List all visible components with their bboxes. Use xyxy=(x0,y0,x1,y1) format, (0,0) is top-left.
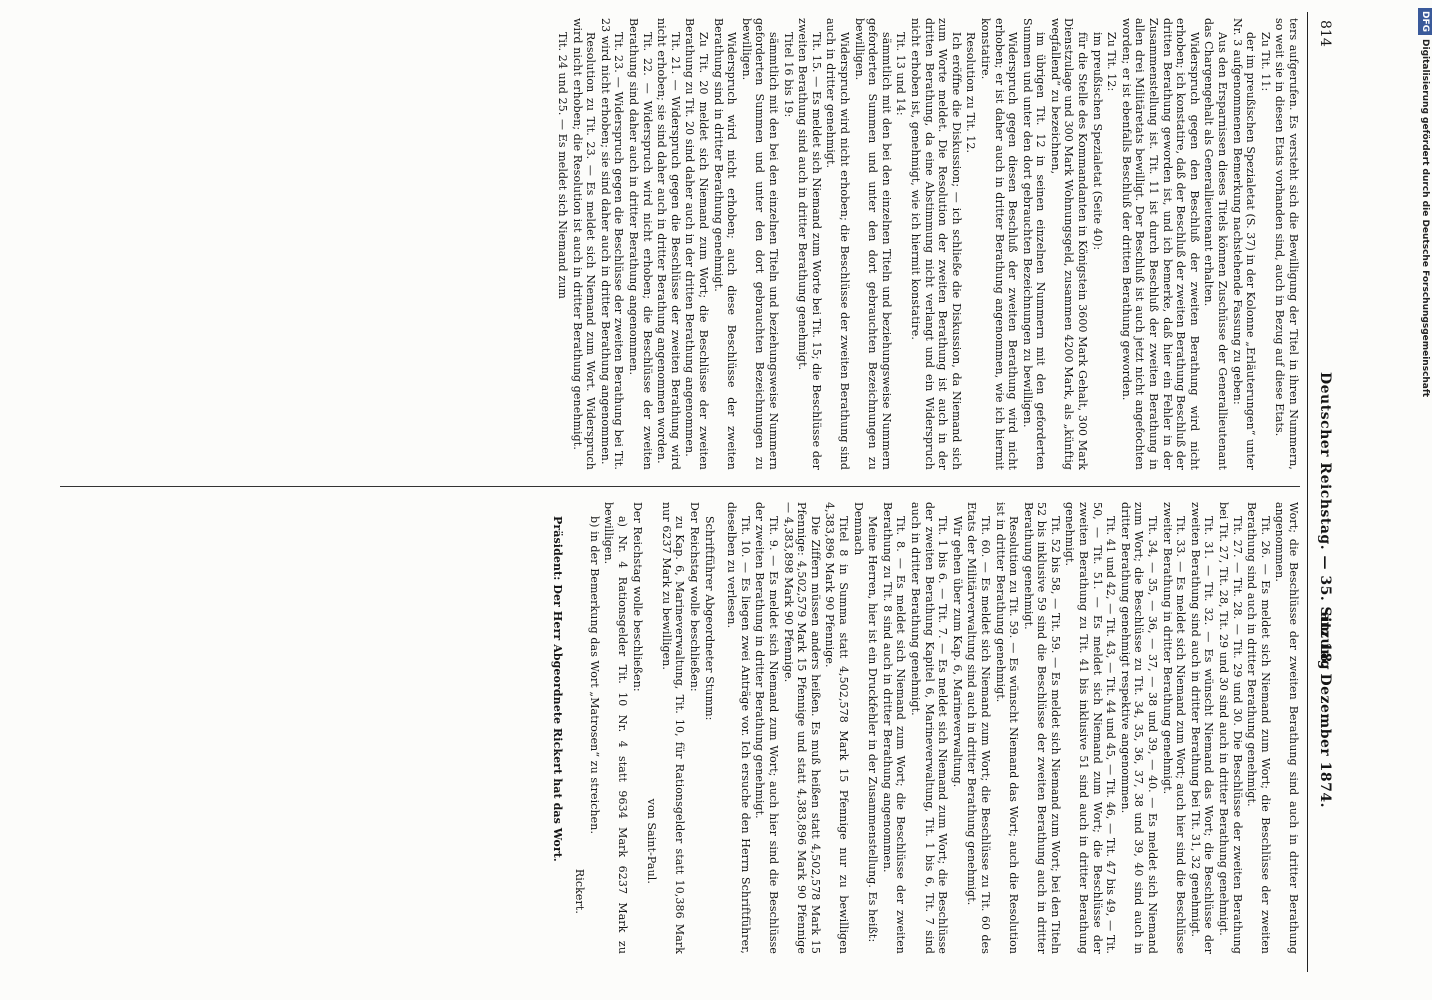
paragraph: Tit. 24 und 25. — Es meldet sich Niemand zum xyxy=(556,32,570,299)
paragraph: Tit. 23. — Widerspruch gegen die Beschlüsse der zweiten Berathung bei Tit. 23 wird nicht erhoben; sie sind daher auch in dritter Berathung angenommen. xyxy=(598,18,626,470)
paragraph: Demnach xyxy=(851,502,865,556)
paragraph: der im preußischen Spezialetat (S. 37) in der Kolonne „Erläuterungen“ unter Nr. 3 aufgenommenen Bemerkung nachstehende Fassung zu geben: xyxy=(1230,18,1258,470)
paragraph: Tit. 60. — Es meldet sich Niemand zum Wort; die Beschlüsse zu Tit. 60 des Etats der Militärverwaltung sind auch in dritter Berathung genehmigt. xyxy=(965,502,992,954)
paragraph: Tit. 27. — Tit. 28. — Tit. 29 und 30. Die Beschlüsse der zweiten Berathung bei Tit. 27, Tit. 28, Tit. 29 und 30 sind auch in dritter Berathung genehmigt. xyxy=(1217,502,1244,954)
paragraph: Schriftführer Abgeordneter Stumm: xyxy=(702,516,716,721)
paragraph: Resolution zu Tit. 59. — Es wünscht Niemand das Wort; auch die Resolution ist in dritter Berathung genehmigt. xyxy=(993,502,1021,954)
paragraph: Widerspruch gegen den Beschluß der zweiten Berathung wird nicht erhoben; ich konstatire, daß der Beschluß der zweiten Berathung Beschluß der dritten Berathung geworden ist, und ich bemerke, daß hier ein Fehler in der Zusammenstellung ist. Tit. 11 ist durch Beschluß der zweiten Berathung in allen drei Militäretats bewilligt. Der Beschluß ist auch jetzt nicht angefochten worden; er ist ebenfalls Beschluß der dritten Berathung geworden. xyxy=(1119,18,1201,470)
paragraph: Tit. 8. — Es meldet sich Niemand zum Wort; die Beschlüsse der zweiten Berathung zu Tit. 8 sind auch in dritter Berathung angenommen. xyxy=(880,502,908,954)
paragraph: Tit. 1 bis 6. — Tit. 7. — Es meldet sich Niemand zum Wort; die Beschlüsse der zweiten Berathung Kapitel 6, Marineverwaltung, Tit. 1 bis 6, Tit. 7 sind auch in dritter Berathung genehmigt. xyxy=(908,502,950,954)
paragraph: Tit. 52 bis 58, — Tit. 59. — Es meldet sich Niemand zum Wort; bei den Titeln 52 bis inklusive 59 sind die Beschlüsse der zweiten Berathung auch in dritter Berathung genehmigt. xyxy=(1021,502,1062,954)
paragraph: Tit. 34, — 35, — 36, — 37, — 38 und 39, — 40. — Es meldet sich Niemand zum Wort; die Beschlüsse zu Tit. 34, 35, 36, 37, 38 und 39, 40 sind auch in dritter Berathung genehmigt respektive angenommen. xyxy=(1118,502,1160,954)
paragraph: Widerspruch wird nicht erhoben; auch diese Beschlüsse der zweiten Berathung sind in dritter Berathung genehmigt. xyxy=(711,18,739,470)
paragraph: Tit. 33. — Es meldet sich Niemand zum Wort; auch hier sind die Beschlüsse zweiter Berathung in dritter Berathung genehmigt. xyxy=(1160,502,1188,954)
paragraph: Der Reichstag wolle beschließen: xyxy=(630,502,644,692)
paragraph: Zu Tit. 20 meldet sich Niemand zum Wort; die Beschlüsse der zweiten Berathung zu Tit. 20 sind daher auch in der dritten Berathung angenommen. xyxy=(683,18,711,470)
paragraph: sämmtlich mit den bei den einzelnen Titeln und beziehungsweise Nummern geforderten Summen und unter den dort gebrauchten Bezeichnungen zu bewilligen. xyxy=(852,18,893,470)
dfg-logo: DFG xyxy=(1418,8,1432,35)
paragraph: zu Kap. 6, Marineverwaltung, Tit. 10, für Rationsgelder statt 10,386 Mark nur 6237 Mark zu bewilligen. xyxy=(659,502,687,954)
paragraph: Tit. 9. — Es meldet sich Niemand zum Wort; auch hier sind die Beschlüsse der zweiten Berathung in dritter Berathung genehmigt. xyxy=(753,502,781,954)
paragraph: b) in der Bemerkung das Wort „Matrosen“ zu streichen. xyxy=(587,516,601,835)
paragraph: Titel 16 bis 19: xyxy=(781,32,795,118)
paragraph: Resolution zu Tit. 23. — Es meldet sich Niemand zum Wort. Widerspruch wird nicht erhoben; die Resolution ist auch in dritter Berathung genehmigt. xyxy=(570,18,598,470)
paragraph: Titel 8 in Summa statt 4,502,578 Mark 15 Pfennige nur zu bewilligen 4,383,896 Mark 90 Pfennige. xyxy=(823,502,850,954)
printed-page xyxy=(30,12,1350,972)
page-header xyxy=(1307,12,1342,972)
paragraph: für die Stelle des Kommandanten in Königstein 3600 Mark Gehalt, 300 Mark Dienstzulage und 300 Mark Wohnungsgeld, zusammen 4200 Mark, als „künftig wegfallend“ zu bezeichnen, xyxy=(1048,18,1090,470)
digitization-credit xyxy=(1418,8,1432,988)
credit-text: Digitalisierung gefördert durch die Deutsche Forschungsgemeinschaft xyxy=(1420,39,1430,398)
paragraph: Resolution zu Tit. 12. xyxy=(964,32,978,154)
page-number: 814 xyxy=(1317,20,1333,47)
left-text-column xyxy=(60,18,1300,470)
paragraph: Ich eröffne die Diskussion; — ich schließe die Diskussion, da Niemand sich zum Worte meldet. Die Resolution der zweiten Berathung ist auch in der dritten Berathung, da eine Abstimmung nicht verlangt und ein Widerspruch nicht erhoben ist, genehmigt, wie ich hiermit konstatire. xyxy=(908,18,963,470)
paragraph: Der Reichstag wolle beschließen: xyxy=(688,502,702,692)
signature: von Saint-Paul. xyxy=(645,798,659,884)
paragraph: im übrigen Tit. 12 in seinen einzelnen Nummern mit den geforderten Summen und unter den dort gebrauchten Bezeichnungen zu bewilligen. xyxy=(1020,18,1048,470)
paragraph: Die Ziffern müssen anders heißen. Es muß heißen statt 4,502,578 Mark 15 Pfennige: 4,502,579 Mark 15 Pfennige und statt 4,383,896 Mark 90 Pfennige — 4,383,898 Mark 90 Pfennige. xyxy=(781,502,822,954)
paragraph: Präsident: Der Herr Abgeordnete Rickert hat das Wort. xyxy=(550,516,564,862)
paragraph: Zu Tit. 11: xyxy=(1258,32,1272,92)
paragraph: im preußischen Spezialetat (Seite 40): xyxy=(1090,32,1104,251)
column-divider xyxy=(60,486,1300,487)
paragraph: Wir gehen über zum Kap. 6, Marineverwaltung. xyxy=(950,516,964,788)
signature: Rickert. xyxy=(573,868,587,914)
paragraph: Tit. 21. — Widerspruch gegen die Beschlüsse der zweiten Berathung wird nicht erhoben; sie sind daher auch in dritter Berathung angenommen worden. xyxy=(655,18,682,470)
session-date: am 18. Dezember 1874. xyxy=(1317,612,1333,808)
paragraph: sämmtlich mit den bei den einzelnen Titeln und beziehungsweise Nummern geforderten Summen und unter den dort gebrauchten Bezeichnungen zu bewilligen. xyxy=(739,18,781,470)
paragraph: Tit. 10. — Es liegen zwei Anträge vor. Ich ersuche den Herrn Schriftführer, dieselben zu verlesen. xyxy=(725,502,752,954)
paragraph: Tit. 15. — Es meldet sich Niemand zum Worte bei Tit. 15; die Beschlüsse der zweiten Berathung sind auch in dritter Berathung genehmigt. xyxy=(796,18,823,470)
right-text-column xyxy=(60,502,1300,954)
paragraph: Widerspruch gegen diesen Beschluß der zweiten Berathung wird nicht erhoben; er ist daher auch in dritter Berathung angenommen, wie ich hiermit konstatire. xyxy=(978,18,1020,470)
paragraph: Widerspruch wird nicht erhoben; die Beschlüsse der zweiten Berathung sind auch in dritter genehmigt. xyxy=(824,18,851,470)
paragraph: Tit. 26. — Es meldet sich Niemand zum Wort; die Beschlüsse der zweiten Berathung sind auch in dritter Berathung genehmigt. xyxy=(1245,502,1272,954)
paragraph: Zu Tit. 12: xyxy=(1105,32,1119,92)
paragraph: a) Nr. 4 Rationsgelder Tit. 10 Nr. 4 statt 9634 Mark 6237 Mark zu bewilligen. xyxy=(602,502,630,954)
paragraph: Wort; die Beschlüsse der zweiten Berathung sind auch in dritter Berathung angenommen. xyxy=(1273,502,1300,954)
running-title: Deutscher Reichstag. — 35. Sitzung xyxy=(1317,372,1333,671)
paragraph: Tit. 31. — Tit. 32. — Es wünscht Niemand das Wort; die Beschlüsse der zweiten Berathung sind auch in dritter Berathung bei Tit. 31, 32 genehmigt. xyxy=(1188,502,1216,954)
paragraph: Tit. 13 und 14: xyxy=(894,32,908,116)
paragraph: Tit. 41 und 42, — Tit. 43, — Tit. 44 und 45, — Tit. 46, — Tit. 47 bis 49, — Tit. 50, — Tit. 51. — Es meldet sich Niemand zum Wort; die Beschlüsse der zweiten Berathung zu Tit. 41 bis inklusive 51 sind auch in dritter Berathung genehmigt. xyxy=(1063,502,1118,954)
paragraph: ters aufgerufen. Es versteht sich die Bewilligung der Titel in ihren Nummern, so weit sie in diesen Etats vorhanden sind, auch in Bezug auf diese Etats. xyxy=(1273,18,1300,470)
paragraph: Aus den Ersparnissen dieses Titels können Zuschüsse der Generallieutenant das Chargengehalt als Generallieutenant erhalten. xyxy=(1202,18,1230,470)
paragraph: Tit. 22. — Widerspruch wird nicht erhoben; die Beschlüsse der zweiten Berathung sind daher auch in dritter Berathung angenommen. xyxy=(627,18,654,470)
paragraph: Meine Herren, hier ist ein Druckfehler in der Zusammenstellung. Es heißt: xyxy=(866,516,880,943)
